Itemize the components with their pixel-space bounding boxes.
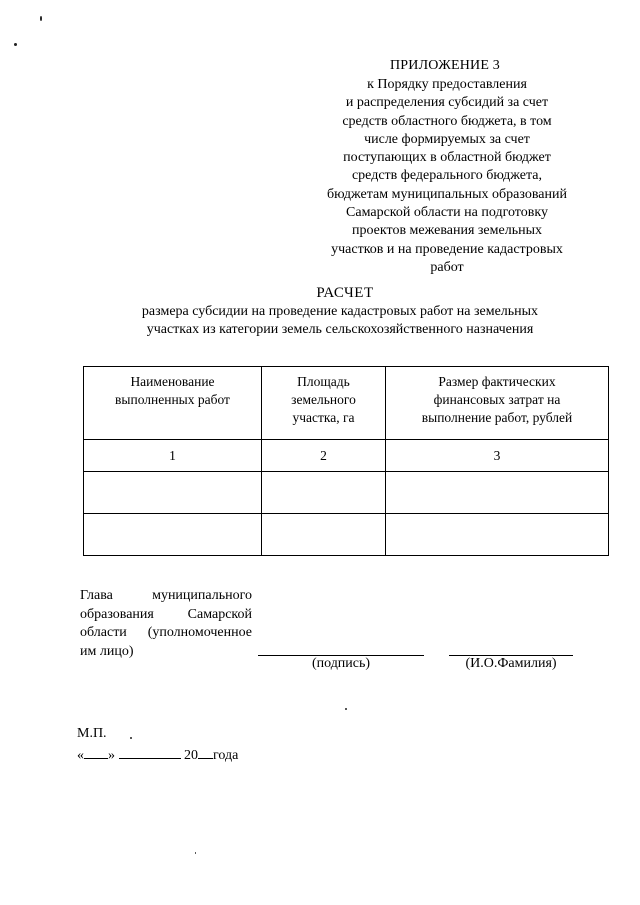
scan-speck	[14, 43, 17, 46]
appendix-line: поступающих в областной бюджет	[343, 150, 551, 166]
header-cell-area: Площадь земельного участка, га	[262, 367, 386, 440]
year-blank	[198, 745, 213, 759]
scan-speck	[195, 852, 196, 854]
signature-label: (подпись)	[311, 656, 371, 671]
table-header-row	[84, 367, 609, 440]
appendix-line: проектов межевания земельных	[352, 223, 542, 239]
subtitle-line: размера субсидии на проведение кадастровых работ на земельных	[141, 304, 539, 319]
appendix-line: участков и на проведение кадастровых	[331, 241, 563, 257]
appendix-title: ПРИЛОЖЕНИЕ 3	[389, 58, 501, 73]
scan-speck	[40, 16, 42, 21]
header-cell-work-name: Наименование выполненных работ	[84, 367, 262, 440]
document-title: РАСЧЕТ	[316, 285, 374, 301]
appendix-line: Самарской области на подготовку	[346, 205, 548, 221]
document-subtitle	[105, 303, 575, 339]
column-number-row	[84, 440, 609, 472]
appendix-line: средств областного бюджета, в том	[342, 113, 552, 129]
calculation-table	[83, 366, 609, 556]
stamp-place: М.П.	[77, 726, 107, 741]
table-cell	[386, 472, 609, 514]
name-label: (И.О.Фамилия)	[465, 656, 557, 671]
appendix-line: числе формируемых за счет	[364, 131, 530, 147]
appendix-line: бюджетам муниципальных образований	[327, 186, 567, 202]
table-cell	[84, 472, 262, 514]
table-cell	[262, 514, 386, 556]
header-cell-costs: Размер фактических финансовых затрат на выполнение работ, рублей	[386, 367, 609, 440]
column-number: 2	[262, 440, 386, 472]
scan-speck	[130, 737, 132, 739]
column-number: 1	[84, 440, 262, 472]
day-blank	[84, 745, 108, 759]
signatory-role: Глава муниципального образования Самарской области (уполномоченное им лицо)	[80, 588, 252, 659]
column-number: 3	[386, 440, 609, 472]
month-blank	[119, 745, 181, 759]
table-row	[84, 472, 609, 514]
table-cell	[386, 514, 609, 556]
date-field: « » 20 года	[77, 745, 238, 764]
table-row	[84, 514, 609, 556]
table-cell	[262, 472, 386, 514]
appendix-line: к Порядку предоставления	[367, 77, 527, 92]
table-cell	[84, 514, 262, 556]
appendix-text	[312, 76, 582, 277]
appendix-line: и распределения субсидий за счет	[345, 95, 549, 111]
scan-speck	[345, 708, 347, 710]
subtitle-line: участках из категории земель сельскохозяйственного назначения	[146, 322, 534, 337]
appendix-line: средств федерального бюджета,	[351, 168, 543, 184]
appendix-line: работ	[430, 259, 464, 275]
